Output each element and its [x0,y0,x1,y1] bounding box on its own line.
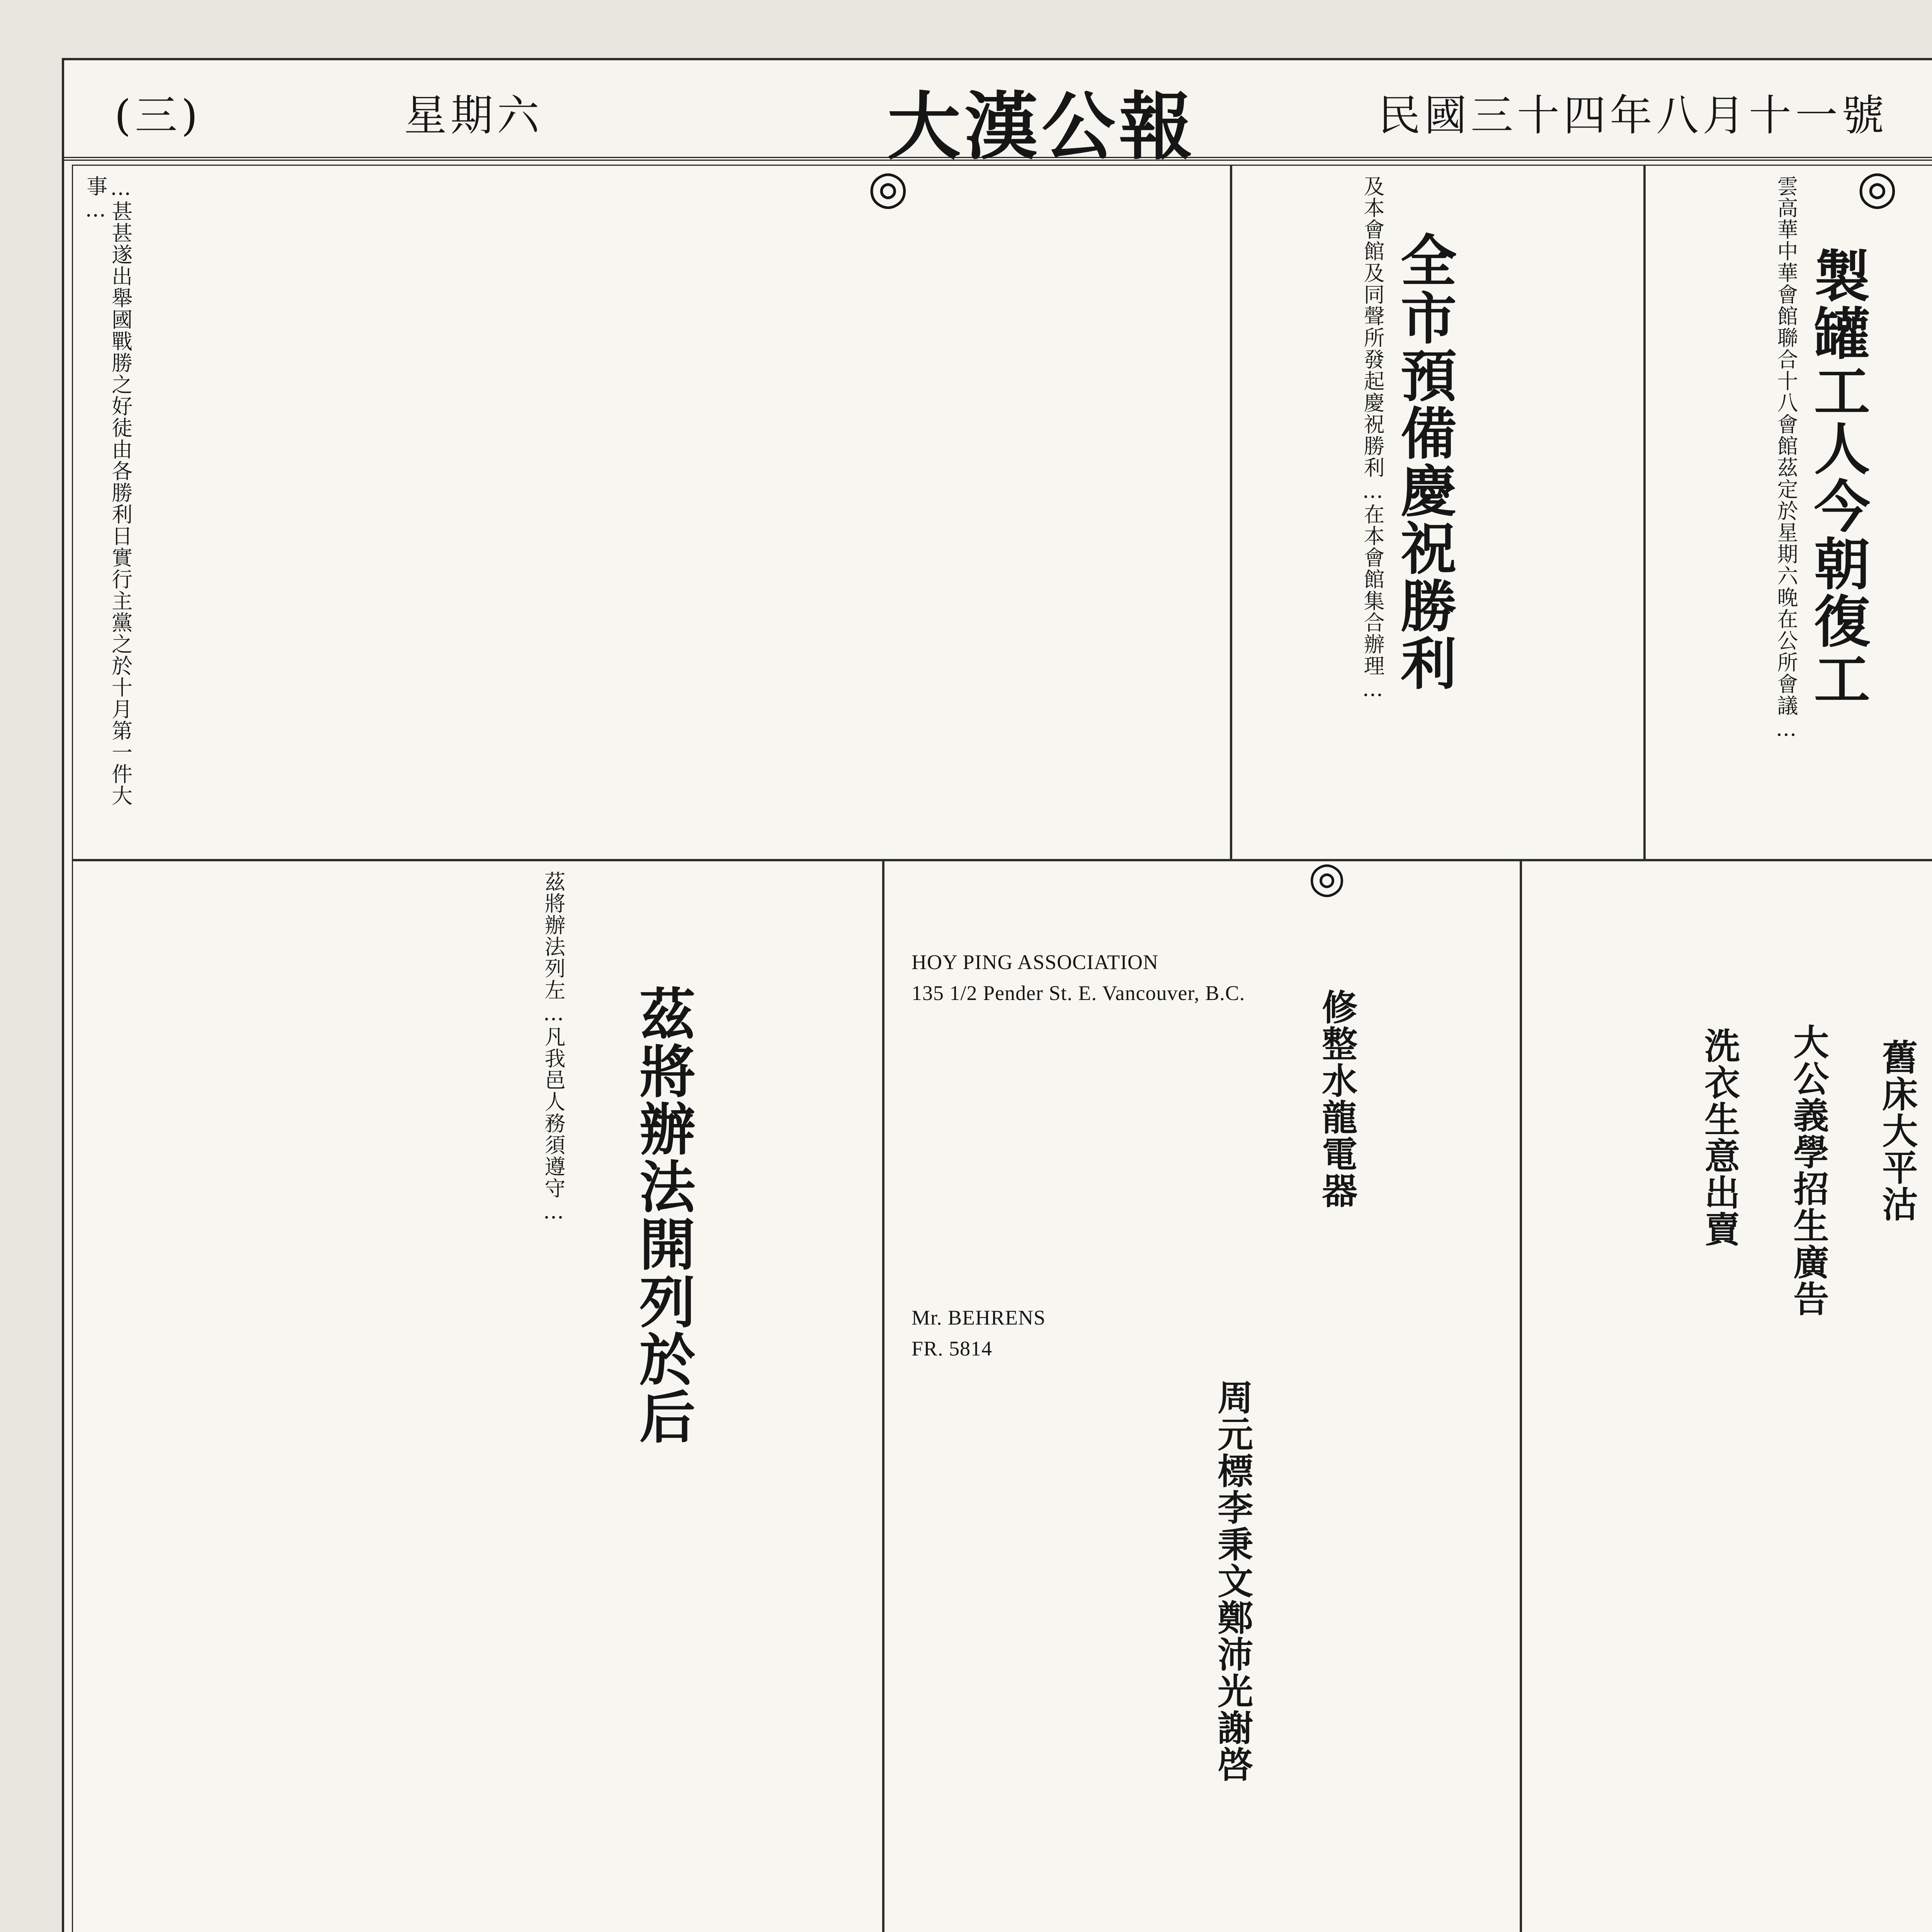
article-left-middle: 茲將辦法列左…凡我邑人務須遵守… [541,871,566,1224]
masthead [64,60,1932,170]
article-top-center: 及本會館及同聲所發起慶祝勝利…在本會館集合辦理… [1361,175,1385,702]
content-grid [72,161,1932,1932]
headline-left-middle: 茲將辦法開列於后 [630,985,696,1446]
newspaper-page [62,58,1932,1932]
circle-marker-icon: ◎ [1308,852,1345,902]
weekday: 星期六 [404,91,543,140]
article-top-right: 雲高華中華會館聯合十八會館茲定於星期六晚在公所會議… [1774,175,1798,742]
notice-top-center [1231,165,1645,860]
notice-top-left [72,165,1231,860]
headline-center-2: 周元標李秉文鄭沛光謝啓 [1212,1379,1254,1783]
english-association: HOY PING ASSOCIATION [912,951,1159,974]
headline-right-3: 大公義學招生廣告 [1787,1024,1830,1317]
headline-top-center: 全市預備慶祝勝利 [1391,231,1457,692]
headline-top-right: 製罐工人今朝復工 [1804,247,1871,707]
article-top-left: …甚甚遂出舉國戰勝之好徒由各勝利日實行主黨之於十月第一件大事… [83,175,133,806]
english-repair-name: Mr. BEHRENS [912,1306,1046,1329]
paper-title: 大漢公報 [887,83,1197,170]
circle-marker-icon: ◎ [1857,161,1898,214]
english-address-1: 135 1/2 Pender St. E. Vancouver, B.C. [912,981,1245,1005]
notice-top-right [1645,165,1932,860]
english-repair-phone: FR. 5814 [912,1337,993,1360]
date-line: 民國三十四年八月十一號 [1378,91,1888,140]
notice-right-middle [1521,860,1932,1932]
notice-center-middle [883,860,1521,1932]
headline-right-4: 洗衣生意出賣 [1699,1027,1741,1248]
circle-marker-icon: ◎ [868,161,908,214]
headline-right-2: 舊床大平沽 [1876,1039,1918,1223]
page-number: (三) [114,91,202,140]
headline-center-1: 修整水龍電器 [1316,989,1358,1209]
notice-left-middle [72,860,883,1932]
